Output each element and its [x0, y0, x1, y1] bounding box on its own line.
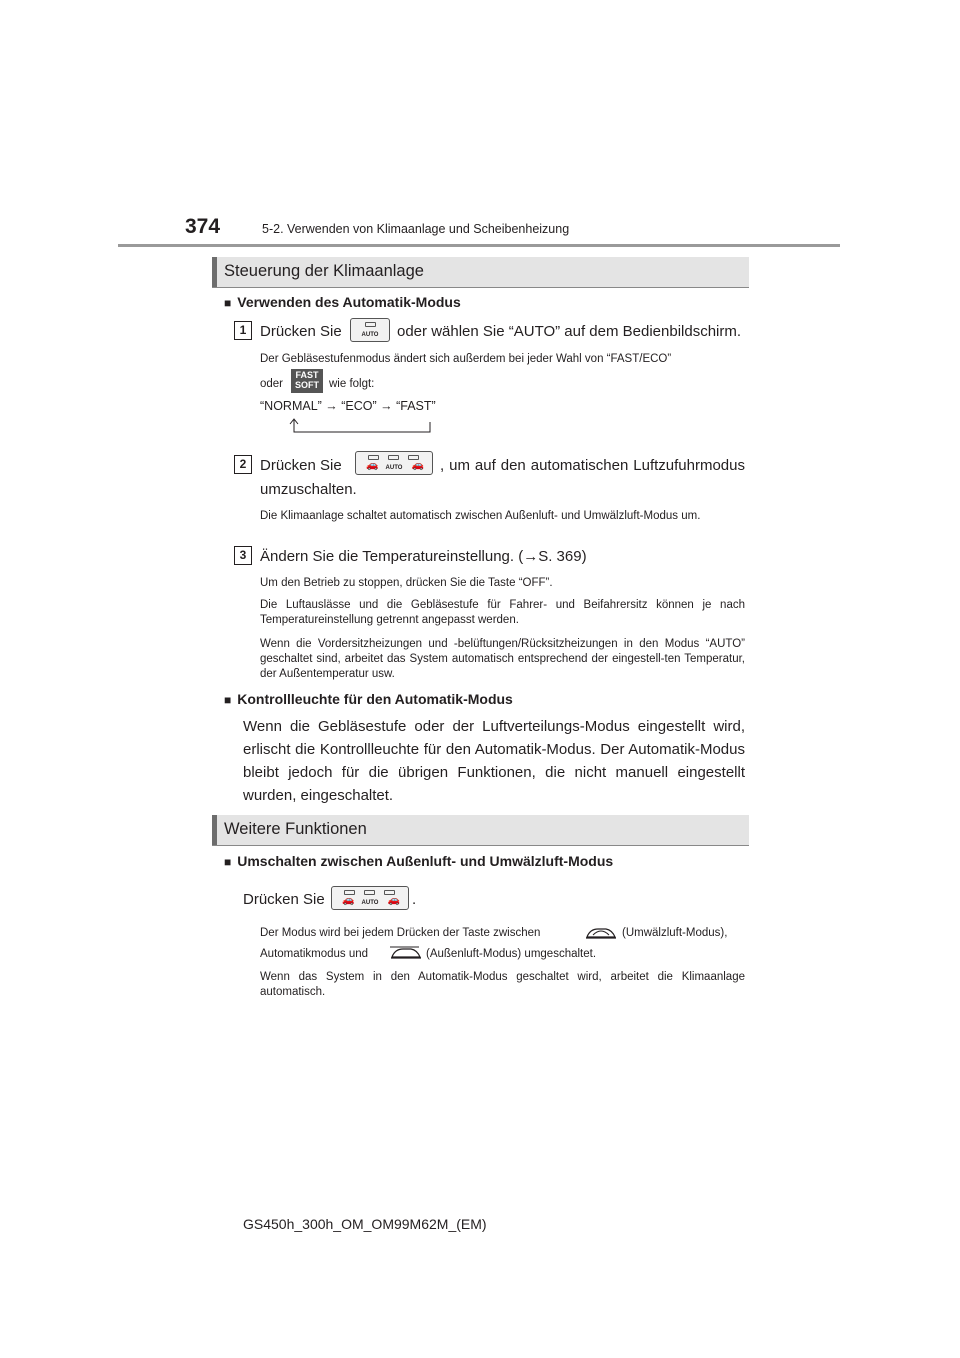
- fresh-air-mode-icon: [389, 943, 423, 963]
- step1-pre: Drücken Sie: [260, 323, 342, 340]
- air-intake-button-icon: 🚗 AUTO 🚗: [331, 886, 409, 910]
- subheading-air-mode-switch: ■ Umschalten zwischen Außenluft- und Umwälzluft-Modus: [224, 853, 613, 869]
- subheading-auto-mode: ■ Verwenden des Automatik-Modus: [224, 294, 461, 310]
- section-header-other-functions: [212, 815, 749, 846]
- note-auto-switch: Wenn das System in den Automatik-Modus geschaltet wird, arbeitet die Klimaanlage automatisch.: [260, 971, 745, 998]
- recirculation-car-icon: 🚗: [342, 895, 355, 906]
- step-number-1: 1: [234, 321, 252, 340]
- note-fan-mode-or: oder: [260, 378, 284, 390]
- note-vents-fan: Die Luftauslässe und die Gebläsestufe für Fahrer- und Beifahrersitz können je nach Temperatureinstellung getrennt angepasst werden.: [260, 599, 745, 626]
- auto-button-icon: AUTO: [350, 318, 390, 342]
- model-code-footer: GS450h_300h_OM_OM99M62M_(EM): [243, 1216, 487, 1232]
- recirculation-mode-icon: [584, 923, 618, 943]
- chapter-title: 5-2. Verwenden von Klimaanlage und Scheibenheizung: [262, 222, 570, 236]
- step3-text: Ändern Sie die Temperatureinstellung. (→S. 369): [260, 548, 587, 565]
- note-mode-cycle-line2-pre: Automatikmodus und: [260, 948, 369, 960]
- header-divider: [118, 244, 840, 247]
- page-number: 374: [185, 215, 221, 238]
- subheading-auto-indicator: ■ Kontrollleuchte für den Automatik-Modus: [224, 691, 513, 707]
- note-seat-heaters: Wenn die Vordersitzheizungen und -belüftungen/Rücksitzheizungen in den Modus “AUTO” geschaltet sind, arbeitet das System automatisch entsprechend der eingestell-ten Temperatur, der Außentemperatur usw.: [260, 638, 745, 680]
- note-air-mode: Die Klimaanlage schaltet automatisch zwischen Außenluft- und Umwälzluft-Modus um.: [260, 510, 701, 522]
- press-post: .: [412, 891, 417, 908]
- step-number-2: 2: [234, 455, 252, 474]
- air-intake-auto-button-icon: 🚗 AUTO 🚗: [355, 451, 433, 475]
- step2-line2: umzuschalten.: [260, 481, 357, 498]
- cycle-return-arrow-icon: [286, 418, 434, 436]
- indicator-paragraph: Wenn die Gebläsestufe oder der Luftverteilungs-Modus eingestellt wird, erlischt die Kontrollleuchte für den Automatik-Modus. Der Automatik-Modus bleibt jedoch für die übrigen Funktionen, die nicht manuell eingestellt wurden, eingeschaltet.: [243, 718, 745, 804]
- note-stop-operation: Um den Betrieb zu stoppen, drücken Sie die Taste “OFF”.: [260, 577, 553, 589]
- press-pre: Drücken Sie: [243, 891, 325, 908]
- note-fresh-air-label: (Außenluft-Modus) umgeschaltet.: [426, 948, 597, 960]
- section-title: Steuerung der Klimaanlage: [224, 262, 424, 280]
- note-fan-mode-line1: Der Gebläsestufenmodus ändert sich außerdem bei jeder Wahl von “FAST/ECO”: [260, 353, 672, 365]
- fresh-air-car-icon: 🚗: [411, 460, 424, 471]
- note-mode-cycle-pre: Der Modus wird bei jedem Drücken der Taste zwischen: [260, 927, 541, 939]
- step1-text: [260, 320, 342, 343]
- step2-pre: Drücken Sie: [260, 457, 342, 474]
- fresh-air-car-icon: 🚗: [387, 895, 400, 906]
- step2-post: , um auf den automatischen Luftzufuhrmodus: [440, 457, 745, 474]
- fan-mode-cycle: “NORMAL” → “ECO” → “FAST”: [260, 399, 436, 413]
- section-title: Weitere Funktionen: [224, 820, 367, 838]
- note-recirculation-label: (Umwälzluft-Modus),: [622, 927, 728, 939]
- recirculation-car-icon: 🚗: [366, 460, 379, 471]
- step1-post: oder wählen Sie “AUTO” auf dem Bedienbildschirm.: [397, 323, 742, 340]
- note-fan-mode-as-follows: wie folgt:: [329, 378, 375, 390]
- section-header-climate-control: [212, 257, 749, 288]
- step-number-3: 3: [234, 546, 252, 565]
- fast-soft-button-icon: FAST SOFT: [291, 369, 323, 393]
